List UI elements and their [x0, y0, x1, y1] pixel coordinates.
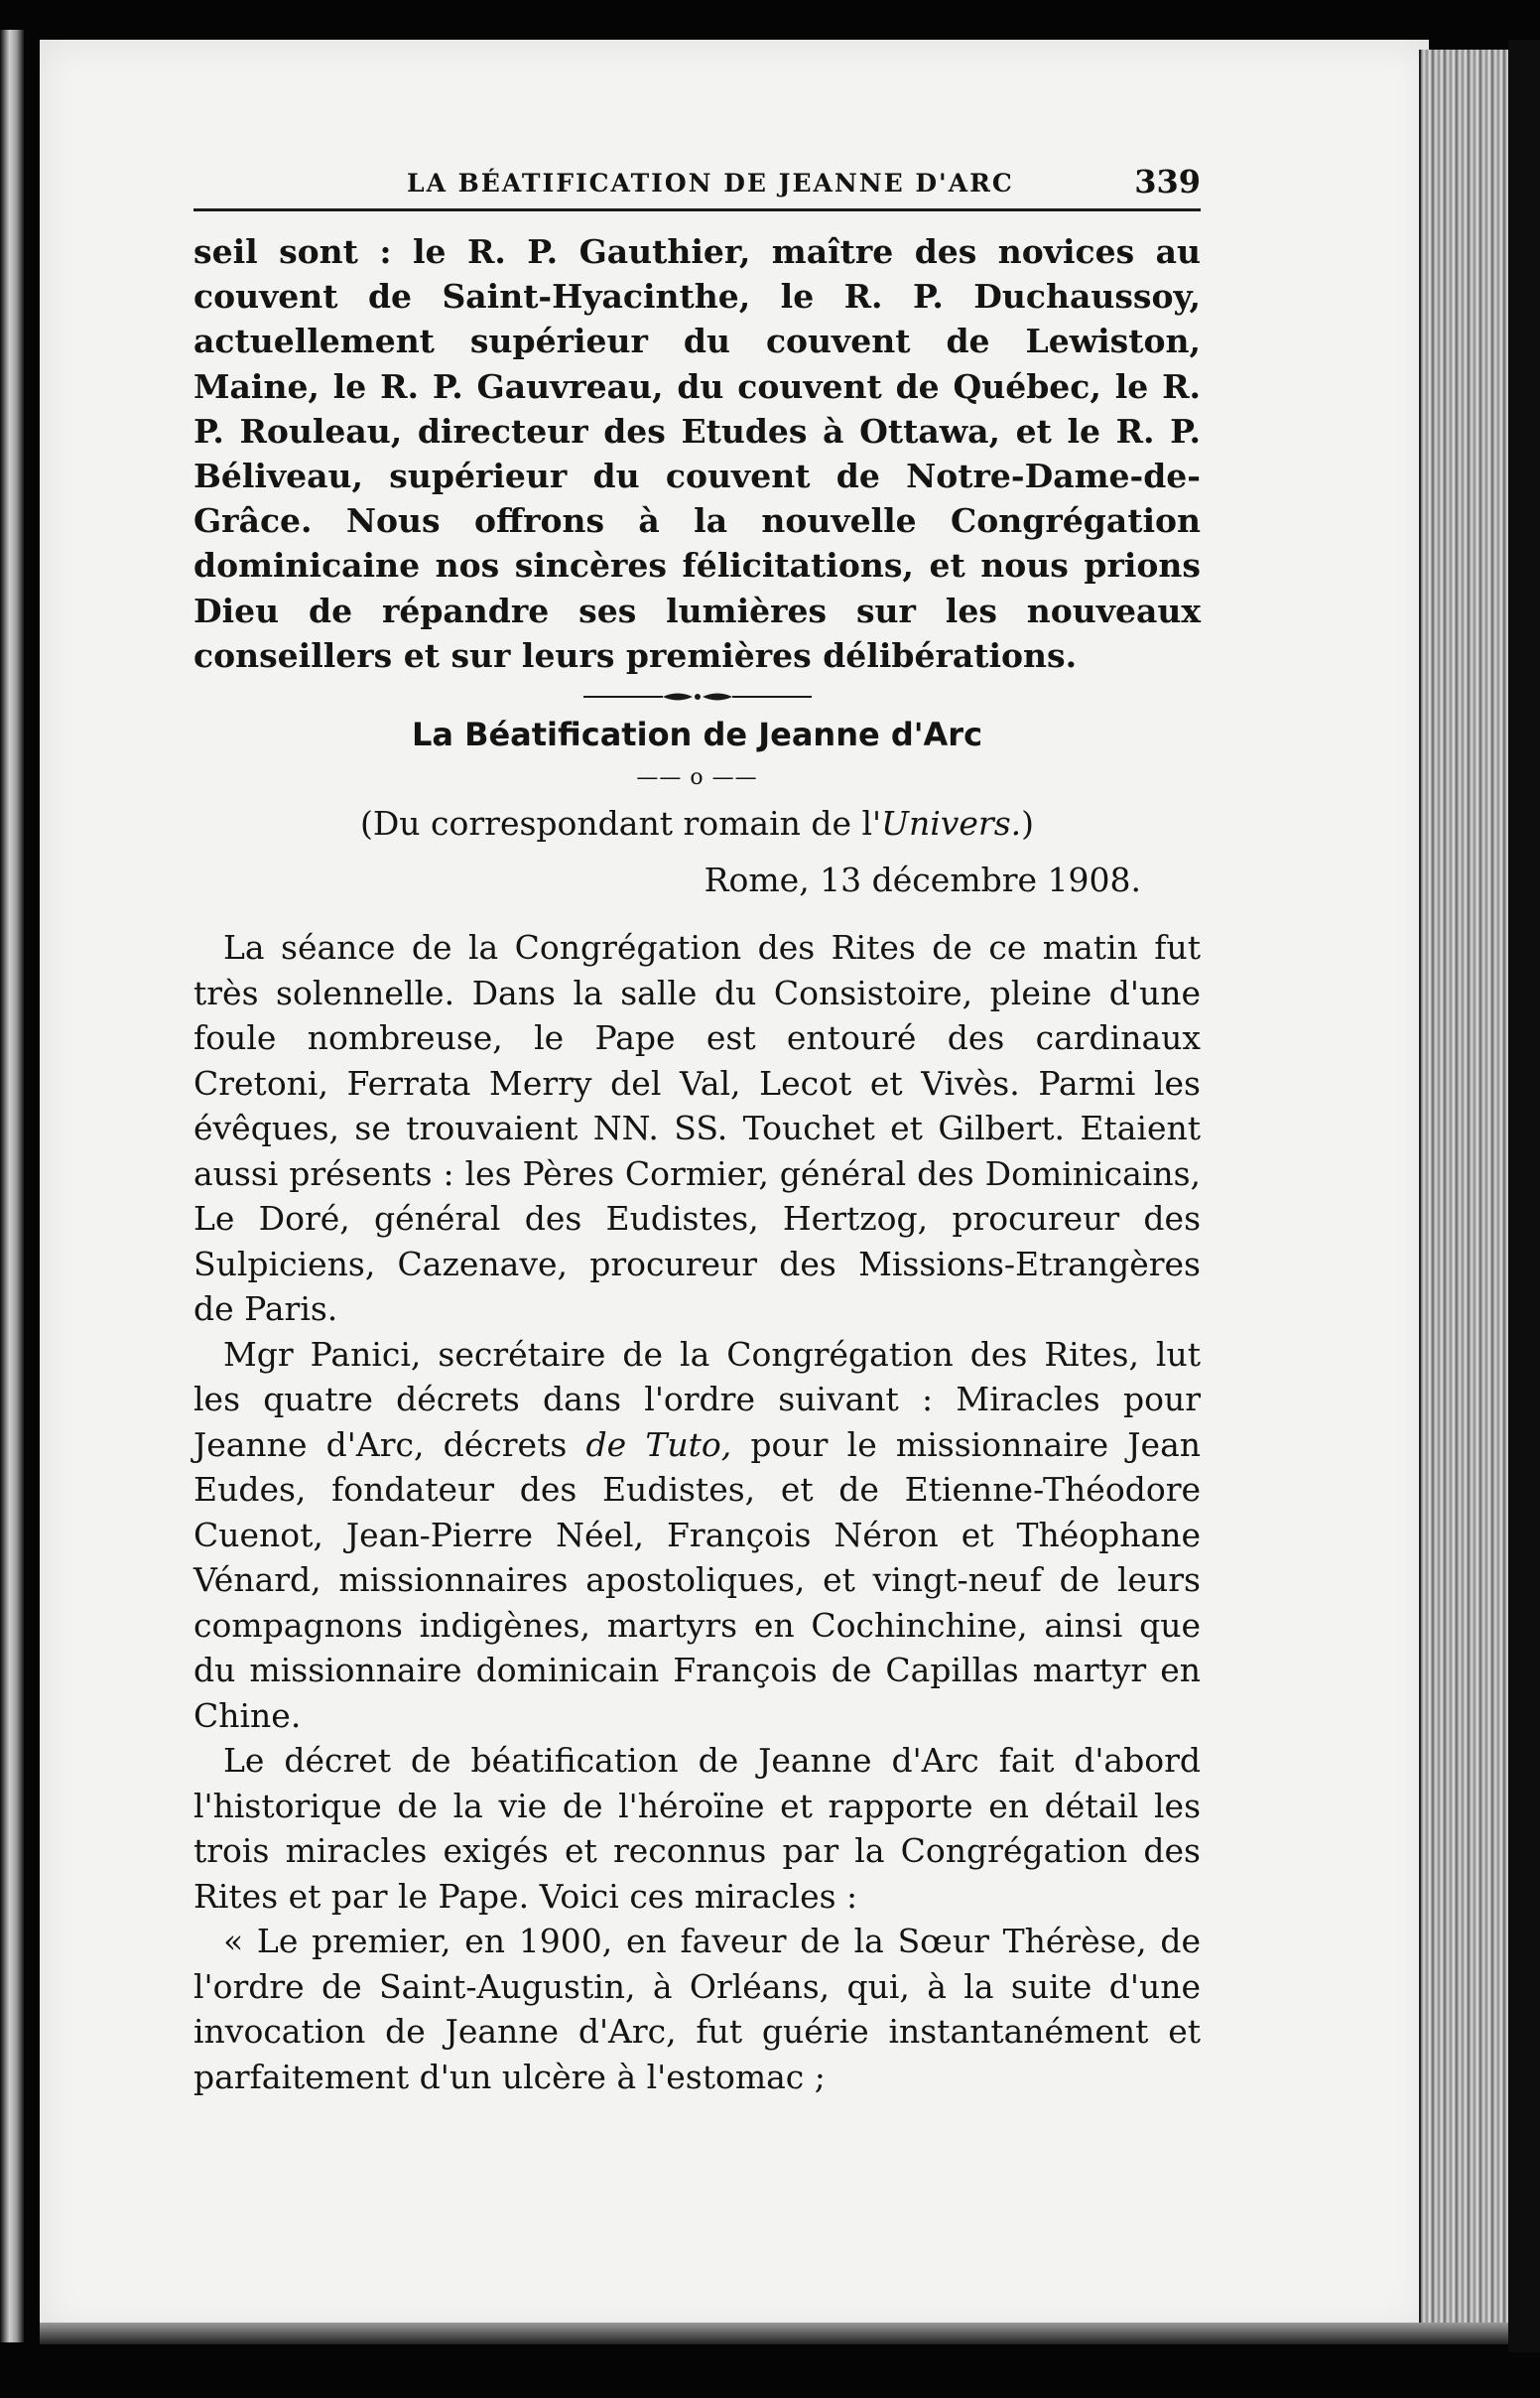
article-paragraph-1: La séance de la Congrégation des Rites de ce matin fut très solennelle. Dans la salle du Consistoire, pleine d'une foule nombreuse, le Pape est entouré des cardinaux Cretoni, Ferrata Merry del Val, Lecot et Vivès. Parmi les évêques, se trouvaient NN. SS. Touchet et Gilbert. Etaient aussi présents : les Pères Cormier, général des Dominicains, Le Doré, général des Eudistes, Hertzog, procureur des Sulpiciens, Cazenave, procureur des Missions-Etrangères de Paris. [193, 928, 1201, 1329]
article-dateline: Rome, 13 décembre 1908. [704, 861, 1141, 900]
byline-suffix: ) [1021, 804, 1035, 844]
byline-prefix: (Du correspondant romain de l' [359, 804, 882, 844]
page-content [193, 149, 1201, 2099]
article-paragraph-2 [193, 1332, 1201, 1739]
article-paragraph-3: Le décret de béatification de Jeanne d'Arc fait d'abord l'historique de la vie de l'héroïne et rapporte en détail les trois miracles exigés et reconnus par la Congrégation des Rites et par le Pape. Voici ces miracles : [193, 1741, 1201, 1916]
page-bottom-edge [40, 2323, 1508, 2344]
paragraph-2-text-a: Mgr Panici, secrétaire de la Congrégation des Rites, lut les quatre décrets dans l'ordre suivant : Miracles pour Jeanne d'Arc, décrets [193, 1334, 1201, 1464]
page-stack-edge [1419, 50, 1512, 2332]
page-number: 339 [1134, 163, 1201, 200]
running-title: LA BÉATIFICATION DE JEANNE D'ARC [407, 169, 1014, 198]
heading-separator: —— o —— [636, 765, 758, 791]
paragraph-2-italic: de Tuto, [585, 1424, 732, 1464]
article-body [193, 925, 1201, 2099]
article-paragraph-4: « Le premier, en 1900, en faveur de la Sœur Thérèse, de l'ordre de Saint-Augustin, à Orléans, qui, à la suite d'une invocation de Jeanne d'Arc, fut guérie instantanément et parfaitement d'un ulcère à l'estomac ; [193, 1922, 1201, 2096]
paragraph-2-text-b: pour le missionnaire Jean Eudes, fondateur des Eudistes, et de Etienne-Théodore Cuenot, Jean-Pierre Néel, François Néron et Théophane Vénard, missionnaires apostoliques, et vingt-neuf de leurs compagnons indigènes, martyrs en Cochinchine, ainsi que du missionnaire dominicain François de Capillas martyr en Chine. [193, 1424, 1201, 1735]
intro-paragraph: seil sont : le R. P. Gauthier, maître des novices au couvent de Saint-Hyacinthe, le R. P. Duchaussoy, actuellement supérieur du couvent de Lewiston, Maine, le R. P. Gauvreau, du couvent de Québec, le R. P. Rouleau, directeur des Etudes à Ottawa, et le R. P. Béliveau, supérieur du couvent de Notre-Dame-de-Grâce. Nous offrons à la nouvelle Congrégation dominicaine nos sincères félicitations, et nous prions Dieu de répandre ses lumières sur les nouveaux conseillers et sur leurs premières délibérations. [193, 232, 1201, 675]
article-heading: La Béatification de Jeanne d'Arc [411, 716, 983, 754]
byline-publication: Univers. [881, 804, 1022, 844]
ornament-divider [583, 688, 812, 706]
facing-page-edge [0, 30, 24, 2342]
running-head [193, 149, 1201, 211]
page-stack-shadow [1508, 40, 1540, 2352]
article-byline [193, 804, 1201, 843]
